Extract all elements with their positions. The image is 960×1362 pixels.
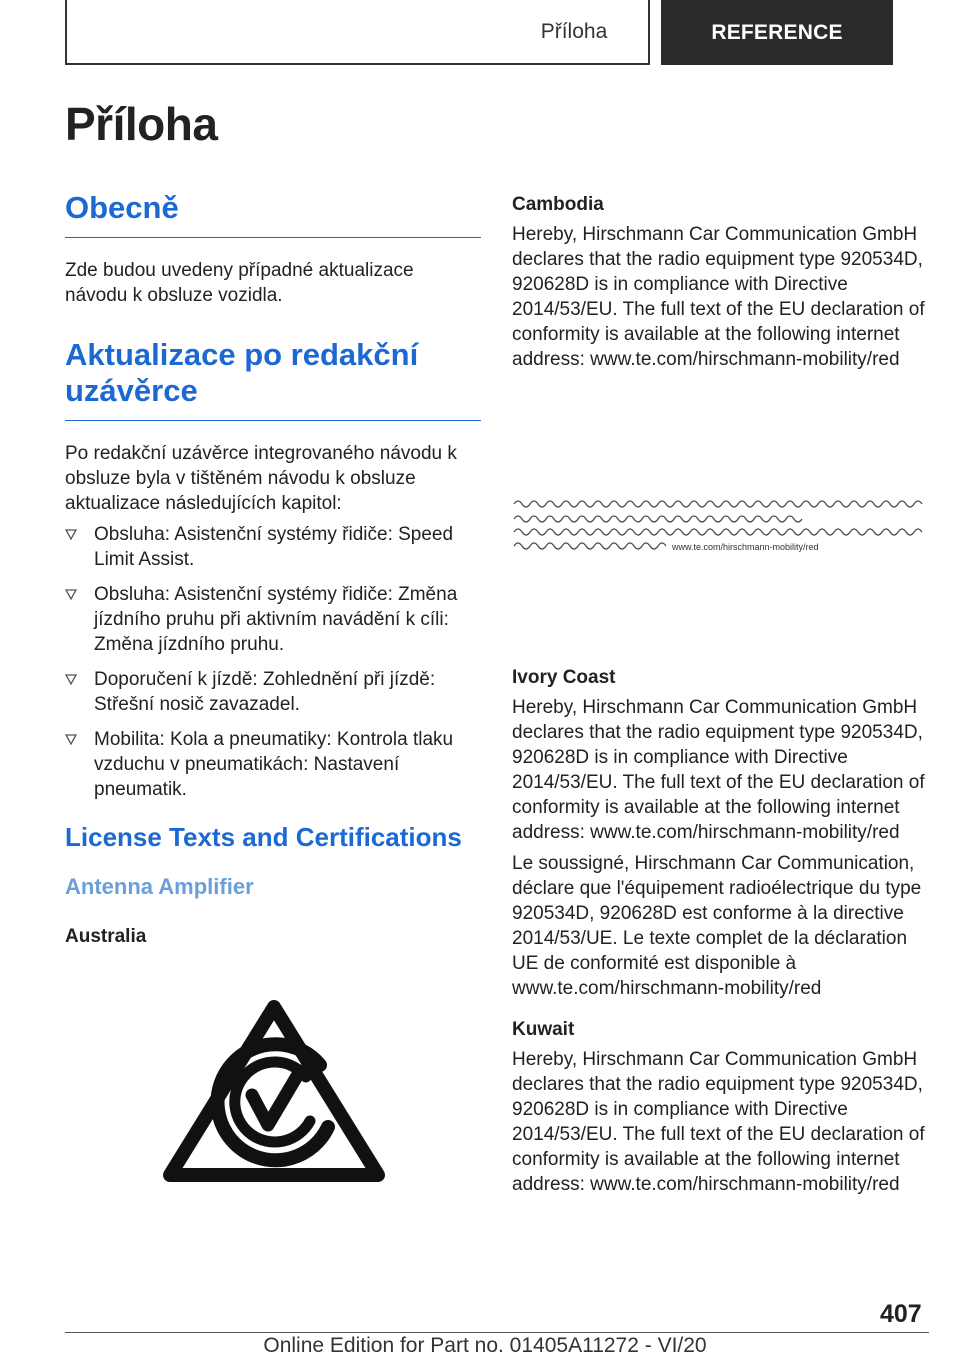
paragraph-ivory-french: Le soussigné, Hirschmann Car Communication, déclare que l'équipement radioélectrique du type 920534D, 920628D est conforme à la directive 2014/53/UE. Le texte complet de la déclaration UE de conformité est disponible à www.te.com/hirschmann-mobility/red bbox=[512, 853, 922, 999]
paragraph-general: Zde budou uvedeny případné aktualizace návodu k obsluze vozidla. bbox=[65, 259, 414, 306]
header-section-tab[interactable]: REFERENCE bbox=[661, 0, 893, 65]
triangle-right-icon bbox=[65, 529, 77, 540]
triangle-right-icon bbox=[65, 589, 77, 600]
khmer-url: www.te.com/hirschmann-mobility/red bbox=[672, 542, 819, 552]
update-list bbox=[65, 522, 481, 802]
right-column bbox=[512, 190, 932, 372]
rcm-compliance-mark-icon bbox=[160, 995, 388, 1185]
list-item bbox=[65, 727, 481, 802]
khmer-declaration-graphic bbox=[512, 494, 930, 554]
heading-ivory-coast: Ivory Coast bbox=[512, 667, 616, 688]
right-column-lower bbox=[512, 667, 932, 1197]
paragraph-cambodia: Hereby, Hirschmann Car Communication GmbH declares that the radio equipment type 920534D, 920628D is in compliance with Directive 2014/53/EU. The full text of the EU declaration of conformity is available at the following internet address: www.te.com/hirschmann-mobility/red bbox=[512, 224, 925, 370]
heading-general: Obecně bbox=[65, 190, 481, 238]
paragraph-updates: Po redakční uzávěrce integrovaného návodu k obsluze byla v tištěném návodu k obsluze aktualizace následujících kapitol: bbox=[65, 442, 457, 514]
list-item bbox=[65, 522, 481, 572]
header-chapter: Příloha bbox=[540, 19, 608, 43]
list-item-text: Obsluha: Asistenční systémy řidiče: Speed Limit Assist. bbox=[94, 523, 454, 570]
paragraph-ivory-english: Hereby, Hirschmann Car Communication GmbH declares that the radio equipment type 920534D, 920628D is in compliance with Directive 2014/53/EU. The full text of the EU declaration of conformity is available at the following internet address: www.te.com/hirschmann-mobility/red bbox=[512, 697, 925, 843]
footer-edition: Online Edition for Part no. 01405A11272 - VI/20 bbox=[263, 1334, 707, 1357]
list-item-text: Doporučení k jízdě: Zohlednění při jízdě: Střešní nosič zavazadel. bbox=[94, 668, 436, 715]
heading-license: License Texts and Certifications bbox=[65, 821, 462, 852]
triangle-right-icon bbox=[65, 674, 77, 685]
heading-australia: Australia bbox=[65, 925, 147, 947]
triangle-right-icon bbox=[65, 734, 77, 745]
heading-antenna: Antenna Amplifier bbox=[65, 873, 254, 899]
footer-divider bbox=[65, 1332, 929, 1333]
list-item-text: Mobilita: Kola a pneumatiky: Kontrola tlaku vzduchu v pneumatikách: Nastavení pneumatik. bbox=[94, 728, 454, 800]
page-title: Příloha bbox=[65, 98, 218, 150]
heading-kuwait: Kuwait bbox=[512, 1019, 575, 1040]
list-item-text: Obsluha: Asistenční systémy řidiče: Změna jízdního pruhu při aktivním navádění k cíli: Změna jízdního pruhu. bbox=[94, 583, 458, 655]
paragraph-kuwait: Hereby, Hirschmann Car Communication GmbH declares that the radio equipment type 920534D, 920628D is in compliance with Directive 2014/53/EU. The full text of the EU declaration of conformity is available at the following internet address: www.te.com/hirschmann-mobility/red bbox=[512, 1049, 925, 1195]
heading-cambodia: Cambodia bbox=[512, 194, 604, 215]
heading-updates: Aktualizace po redakční uzávěrce bbox=[65, 337, 481, 421]
list-item bbox=[65, 667, 481, 717]
list-item bbox=[65, 582, 481, 657]
page-number: 407 bbox=[880, 1300, 922, 1328]
left-column bbox=[65, 190, 481, 948]
